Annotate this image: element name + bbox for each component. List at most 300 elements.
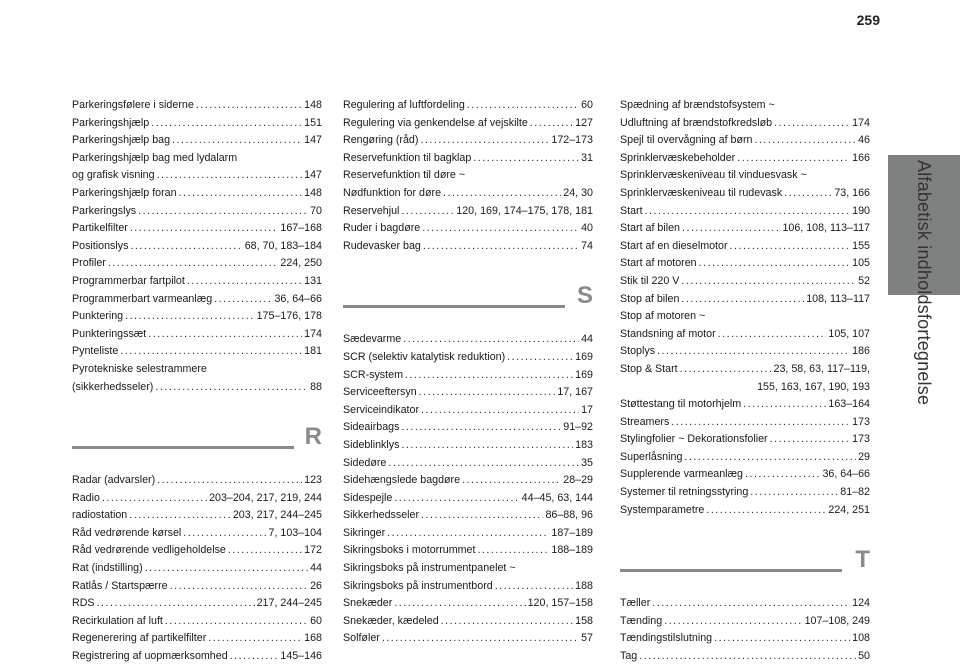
entry-term: Stoplys xyxy=(620,345,656,358)
entry-term: Tænding xyxy=(620,614,663,627)
dot-leader xyxy=(684,449,856,467)
entry-term: Støttestang til motorhjelm xyxy=(620,398,742,411)
dot-leader xyxy=(405,367,573,385)
entry-term: Tag xyxy=(620,650,638,663)
dot-leader xyxy=(745,466,820,484)
entry-term: Pynteliste xyxy=(72,345,119,358)
dot-leader xyxy=(187,273,302,291)
entry-term: Start af bilen xyxy=(620,222,681,235)
entry-pages: 174 xyxy=(852,116,870,129)
entry-line: Reservefunktion til døre ~ xyxy=(343,169,466,182)
entry-pages: 217, 244–245 xyxy=(256,597,322,610)
entry-term: og grafisk visning xyxy=(72,169,155,182)
entry-row xyxy=(72,542,322,560)
entry-pages: 163–164 xyxy=(828,398,870,411)
entry-row xyxy=(620,361,870,379)
entry-pages: 147 xyxy=(304,134,322,147)
index-entry xyxy=(620,466,870,484)
entry-pages: 174 xyxy=(304,327,322,340)
dot-leader xyxy=(671,414,850,432)
entry-term: Tæller xyxy=(620,597,651,610)
page-number: 259 xyxy=(856,12,880,28)
entry-pages: 17, 167 xyxy=(557,386,593,399)
entry-term: (sikkerhedsseler) xyxy=(72,380,154,393)
entry-term: Registrering af uopmærksomhed xyxy=(72,650,228,663)
entry-row xyxy=(343,185,593,203)
dot-leader xyxy=(699,255,851,273)
entry-term: Serviceindikator xyxy=(343,403,420,416)
entry-pages: 173 xyxy=(852,433,870,446)
dot-leader xyxy=(108,255,279,273)
dot-leader xyxy=(706,502,826,520)
entry-term: Radar (advarsler) xyxy=(72,474,156,487)
section-header xyxy=(620,541,870,585)
entry-line: Parkeringshjælp bag med lydalarm xyxy=(72,151,238,164)
dot-leader xyxy=(196,97,302,115)
section-header xyxy=(72,418,322,462)
entry-row xyxy=(72,525,322,543)
index-entry xyxy=(343,525,593,543)
index-entry xyxy=(620,361,870,396)
entry-row xyxy=(72,326,322,344)
dot-leader xyxy=(130,238,242,256)
dot-leader xyxy=(214,291,272,309)
entry-row xyxy=(620,595,870,613)
entry-line: Spædning af brændstofsystem ~ xyxy=(620,99,775,111)
dot-leader xyxy=(157,167,303,185)
entry-pages: 175–176, 178 xyxy=(256,310,322,323)
index-entry xyxy=(72,648,322,666)
entry-pages: 187–189 xyxy=(551,526,593,539)
dot-leader xyxy=(467,97,579,115)
index-entry xyxy=(72,472,322,490)
dot-leader xyxy=(230,648,279,666)
entry-pages: 127 xyxy=(575,116,593,129)
dot-leader xyxy=(737,150,850,168)
entry-row xyxy=(620,648,870,666)
entry-term: Sidespejle xyxy=(343,491,393,504)
index-entry xyxy=(72,185,322,203)
dot-leader xyxy=(422,220,579,238)
entry-pages: 24, 30 xyxy=(563,186,593,199)
entry-term: Parkeringsfølere i siderne xyxy=(72,99,194,111)
entry-pages-continued: 155, 163, 167, 190, 193 xyxy=(757,380,870,393)
entry-row xyxy=(620,220,870,238)
entry-row xyxy=(620,613,870,631)
index-entry xyxy=(72,132,322,150)
index-entry xyxy=(72,361,322,396)
index-entry xyxy=(620,449,870,467)
entry-term: Tændingstilslutning xyxy=(620,632,713,645)
entry-list xyxy=(343,97,593,255)
index-entry xyxy=(72,595,322,613)
index-entry xyxy=(72,308,322,326)
entry-row xyxy=(343,419,593,437)
index-entry xyxy=(72,115,322,133)
entry-term: Profiler xyxy=(72,257,106,270)
entry-pages: 60 xyxy=(310,614,322,627)
entry-term: RDS xyxy=(72,597,95,610)
index-entry xyxy=(620,431,870,449)
entry-pages: 60 xyxy=(581,99,593,111)
index-entry xyxy=(72,97,322,115)
dot-leader xyxy=(183,525,266,543)
entry-term: Systemer til retningsstyring xyxy=(620,486,749,499)
index-column-2 xyxy=(343,97,593,648)
dot-leader xyxy=(770,431,851,449)
entry-row xyxy=(72,308,322,326)
dot-leader xyxy=(228,542,302,560)
index-entry xyxy=(343,97,593,115)
entry-pages: 108 xyxy=(852,632,870,645)
dot-leader xyxy=(394,490,519,508)
dot-leader xyxy=(750,484,838,502)
dot-leader xyxy=(421,402,579,420)
entry-term: Rudevasker bag xyxy=(343,239,421,252)
entry-term: SCR-system xyxy=(343,368,403,381)
index-entry xyxy=(343,132,593,150)
entry-pages: 158 xyxy=(575,614,593,627)
entry-row xyxy=(620,185,870,203)
entry-row xyxy=(72,291,322,309)
entry-term: radiostation xyxy=(72,509,128,522)
entry-term: Parkeringslys xyxy=(72,204,137,217)
index-entry xyxy=(72,220,322,238)
entry-row xyxy=(72,97,322,115)
dot-leader xyxy=(743,396,826,414)
entry-pages: 190 xyxy=(852,204,870,217)
section-rule xyxy=(343,305,565,308)
entry-term: Superlåsning xyxy=(620,450,683,463)
dot-leader xyxy=(657,343,850,361)
index-entry xyxy=(72,630,322,648)
entry-row xyxy=(620,484,870,502)
index-entry xyxy=(620,343,870,361)
entry-pages: 186 xyxy=(852,345,870,358)
dot-leader xyxy=(102,490,207,508)
entry-row xyxy=(72,273,322,291)
entry-pages: 148 xyxy=(304,99,322,111)
dot-leader xyxy=(403,331,579,349)
dot-leader xyxy=(441,613,574,631)
entry-pages: 86–88, 96 xyxy=(545,509,593,522)
entry-term: Snekæder, kædeled xyxy=(343,614,439,627)
index-entry xyxy=(72,238,322,256)
index-entry xyxy=(620,132,870,150)
entry-row xyxy=(343,613,593,631)
entry-term: Recirkulation af luft xyxy=(72,614,163,627)
index-entry xyxy=(343,238,593,256)
entry-pages: 168 xyxy=(304,632,322,645)
entry-row xyxy=(620,326,870,344)
dot-leader xyxy=(129,507,231,525)
entry-row xyxy=(343,132,593,150)
entry-term: Punkteringssæt xyxy=(72,327,147,340)
dot-leader xyxy=(151,115,302,133)
entry-term: Standsning af motor xyxy=(620,327,716,340)
entry-term: Råd vedrørende vedligeholdelse xyxy=(72,544,226,557)
entry-row xyxy=(620,466,870,484)
entry-pages: 145–146 xyxy=(280,650,322,663)
entry-list xyxy=(72,97,322,396)
index-entry xyxy=(343,367,593,385)
entry-pages: 36, 64–66 xyxy=(822,468,870,481)
dot-leader xyxy=(420,132,549,150)
dot-leader xyxy=(530,115,573,133)
index-entry xyxy=(343,542,593,560)
dot-leader xyxy=(681,291,804,309)
entry-term: SCR (selektiv katalytisk reduktion) xyxy=(343,350,506,363)
entry-row xyxy=(72,185,322,203)
entry-pages: 31 xyxy=(581,151,593,164)
dot-leader xyxy=(421,507,543,525)
entry-term: Sidehængslede bagdøre xyxy=(343,474,461,487)
entry-pages: 151 xyxy=(304,116,322,129)
entry-term: Sikringsboks på instrumentbord xyxy=(343,579,493,592)
index-entry xyxy=(343,560,593,595)
index-entry xyxy=(343,630,593,648)
entry-pages: 35 xyxy=(581,456,593,469)
section-rule xyxy=(72,446,294,449)
entry-pages: 88 xyxy=(310,380,322,393)
entry-term: Parkeringshjælp bag xyxy=(72,134,171,147)
entry-pages: 7, 103–104 xyxy=(268,526,322,539)
section-header xyxy=(343,277,593,321)
entry-pages: 166 xyxy=(852,151,870,164)
dot-leader xyxy=(652,595,850,613)
entry-row xyxy=(72,578,322,596)
entry-list xyxy=(620,97,870,519)
entry-term: Programmerbar fartpilot xyxy=(72,274,185,287)
entry-pages: 44 xyxy=(310,562,322,575)
index-entry xyxy=(620,255,870,273)
entry-pages: 188–189 xyxy=(551,544,593,557)
index-entry xyxy=(72,343,322,361)
dot-leader xyxy=(443,185,561,203)
entry-pages: 73, 166 xyxy=(834,186,870,199)
entry-row xyxy=(343,203,593,221)
index-entry xyxy=(343,472,593,490)
entry-term: Nødfunktion for døre xyxy=(343,186,442,199)
entry-row xyxy=(72,343,322,361)
index-entry xyxy=(620,595,870,613)
entry-row xyxy=(620,502,870,520)
dot-leader xyxy=(419,384,556,402)
entry-term: Råd vedrørende kørsel xyxy=(72,526,182,539)
entry-pages: 224, 251 xyxy=(828,503,870,516)
entry-term: Snekæder xyxy=(343,597,393,610)
entry-pages: 123 xyxy=(304,474,322,487)
dot-leader xyxy=(714,630,850,648)
entry-term: Rat (indstilling) xyxy=(72,562,143,575)
dot-leader xyxy=(639,648,856,666)
entry-term: Rengøring (råd) xyxy=(343,134,419,147)
section-letter: R xyxy=(304,423,322,451)
entry-row xyxy=(343,437,593,455)
index-entry xyxy=(620,150,870,168)
entry-pages: 105 xyxy=(852,257,870,270)
entry-row xyxy=(72,132,322,150)
entry-pages: 120, 169, 174–175, 178, 181 xyxy=(456,204,593,217)
index-entry xyxy=(72,490,322,508)
index-entry xyxy=(343,490,593,508)
index-entry xyxy=(72,326,322,344)
entry-pages: 155 xyxy=(852,239,870,252)
entry-row xyxy=(343,150,593,168)
entry-term: Sidedøre xyxy=(343,456,387,469)
entry-row xyxy=(72,203,322,221)
dot-leader xyxy=(401,203,454,221)
entry-row xyxy=(72,560,322,578)
index-entry xyxy=(343,613,593,631)
entry-pages: 44–45, 63, 144 xyxy=(521,491,593,504)
entry-pages: 57 xyxy=(581,632,593,645)
index-entry xyxy=(620,308,870,343)
index-entry xyxy=(72,578,322,596)
dot-leader xyxy=(681,273,856,291)
dot-leader xyxy=(179,185,303,203)
entry-term: Ruder i bagdøre xyxy=(343,222,421,235)
index-entry xyxy=(343,595,593,613)
entry-pages: 23, 58, 63, 117–119, xyxy=(773,362,870,375)
entry-row xyxy=(343,630,593,648)
entry-term: Parkeringshjælp xyxy=(72,116,150,129)
index-entry xyxy=(620,502,870,520)
entry-row xyxy=(343,402,593,420)
index-entry xyxy=(343,419,593,437)
entry-pages: 46 xyxy=(858,134,870,147)
entry-row xyxy=(620,273,870,291)
entry-row xyxy=(620,343,870,361)
entry-term: Regulering via genkendelse af vejskilte xyxy=(343,116,528,129)
dot-leader xyxy=(774,115,850,133)
entry-list xyxy=(343,331,593,648)
entry-term: Regenerering af partikelfilter xyxy=(72,632,207,645)
entry-row xyxy=(72,379,322,397)
entry-term: Positionslys xyxy=(72,239,129,252)
index-entry xyxy=(72,613,322,631)
entry-term: Stylingfolier ~ Dekorationsfolier xyxy=(620,433,768,446)
dot-leader xyxy=(754,132,856,150)
entry-term: Punktering xyxy=(72,310,124,323)
entry-row xyxy=(343,384,593,402)
entry-row xyxy=(343,472,593,490)
entry-term: Sprinklervæskebeholder xyxy=(620,151,736,164)
dot-leader xyxy=(388,455,579,473)
entry-row xyxy=(72,167,322,185)
entry-pages: 29 xyxy=(858,450,870,463)
index-entry xyxy=(343,349,593,367)
index-entry xyxy=(620,220,870,238)
entry-row xyxy=(343,115,593,133)
entry-row xyxy=(72,490,322,508)
entry-term: Streamers xyxy=(620,415,670,428)
entry-pages: 188 xyxy=(575,579,593,592)
index-entry xyxy=(620,396,870,414)
entry-row xyxy=(343,507,593,525)
entry-pages: 224, 250 xyxy=(280,257,322,270)
index-column-3 xyxy=(620,97,870,666)
index-entry xyxy=(620,97,870,132)
dot-leader xyxy=(387,525,549,543)
entry-term: Sædevarme xyxy=(343,333,402,346)
entry-pages: 173 xyxy=(852,415,870,428)
entry-list xyxy=(620,595,870,665)
index-entry xyxy=(343,455,593,473)
index-entry xyxy=(72,560,322,578)
entry-row xyxy=(72,613,322,631)
entry-row xyxy=(620,203,870,221)
index-entry xyxy=(72,542,322,560)
dot-leader xyxy=(138,203,308,221)
entry-term: Ratlås / Startspærre xyxy=(72,579,168,592)
entry-row xyxy=(343,331,593,349)
entry-pages: 44 xyxy=(581,333,593,346)
entry-term: Systemparametre xyxy=(620,503,705,516)
entry-pages: 169 xyxy=(575,350,593,363)
dot-leader xyxy=(165,613,308,631)
entry-row xyxy=(620,255,870,273)
dot-leader xyxy=(170,578,308,596)
dot-leader xyxy=(208,630,302,648)
entry-term: Stop af bilen xyxy=(620,292,680,305)
index-entry xyxy=(72,203,322,221)
entry-row xyxy=(343,367,593,385)
entry-pages: 105, 107 xyxy=(828,327,870,340)
entry-pages: 50 xyxy=(858,650,870,663)
entry-term: Sikringsboks i motorrummet xyxy=(343,544,476,557)
index-entry xyxy=(72,150,322,185)
entry-pages: 107–108, 249 xyxy=(804,614,870,627)
entry-row xyxy=(343,595,593,613)
index-entry xyxy=(343,150,593,168)
entry-row xyxy=(72,238,322,256)
entry-row xyxy=(343,525,593,543)
entry-pages: 91–92 xyxy=(563,421,593,434)
entry-pages: 81–82 xyxy=(840,486,870,499)
entry-row xyxy=(620,396,870,414)
entry-row xyxy=(343,349,593,367)
entry-list xyxy=(72,472,322,666)
index-entry xyxy=(620,613,870,631)
entry-pages: 183 xyxy=(575,438,593,451)
entry-pages: 26 xyxy=(310,579,322,592)
index-entry xyxy=(620,630,870,648)
entry-term: Sikkerhedsseler xyxy=(343,509,420,522)
entry-pages: 40 xyxy=(581,222,593,235)
dot-leader xyxy=(401,437,573,455)
dot-leader xyxy=(495,578,573,596)
entry-term: Stik til 220 V xyxy=(620,274,680,287)
entry-term: Serviceeftersyn xyxy=(343,386,417,399)
entry-row xyxy=(343,578,593,596)
entry-row xyxy=(343,220,593,238)
side-label: Alfabetisk indholdsfortegnelse xyxy=(914,160,934,406)
index-entry xyxy=(620,648,870,666)
entry-term: Solføler xyxy=(343,632,380,645)
index-entry xyxy=(343,331,593,349)
entry-term: Sikringer xyxy=(343,526,386,539)
dot-leader xyxy=(125,308,255,326)
entry-term: Start af en dieselmotor xyxy=(620,239,728,252)
index-entry xyxy=(72,273,322,291)
entry-pages: 131 xyxy=(304,274,322,287)
entry-row xyxy=(72,220,322,238)
index-entry xyxy=(343,507,593,525)
entry-row xyxy=(343,97,593,115)
entry-pages: 172–173 xyxy=(551,134,593,147)
entry-pages: 120, 157–158 xyxy=(527,597,593,610)
